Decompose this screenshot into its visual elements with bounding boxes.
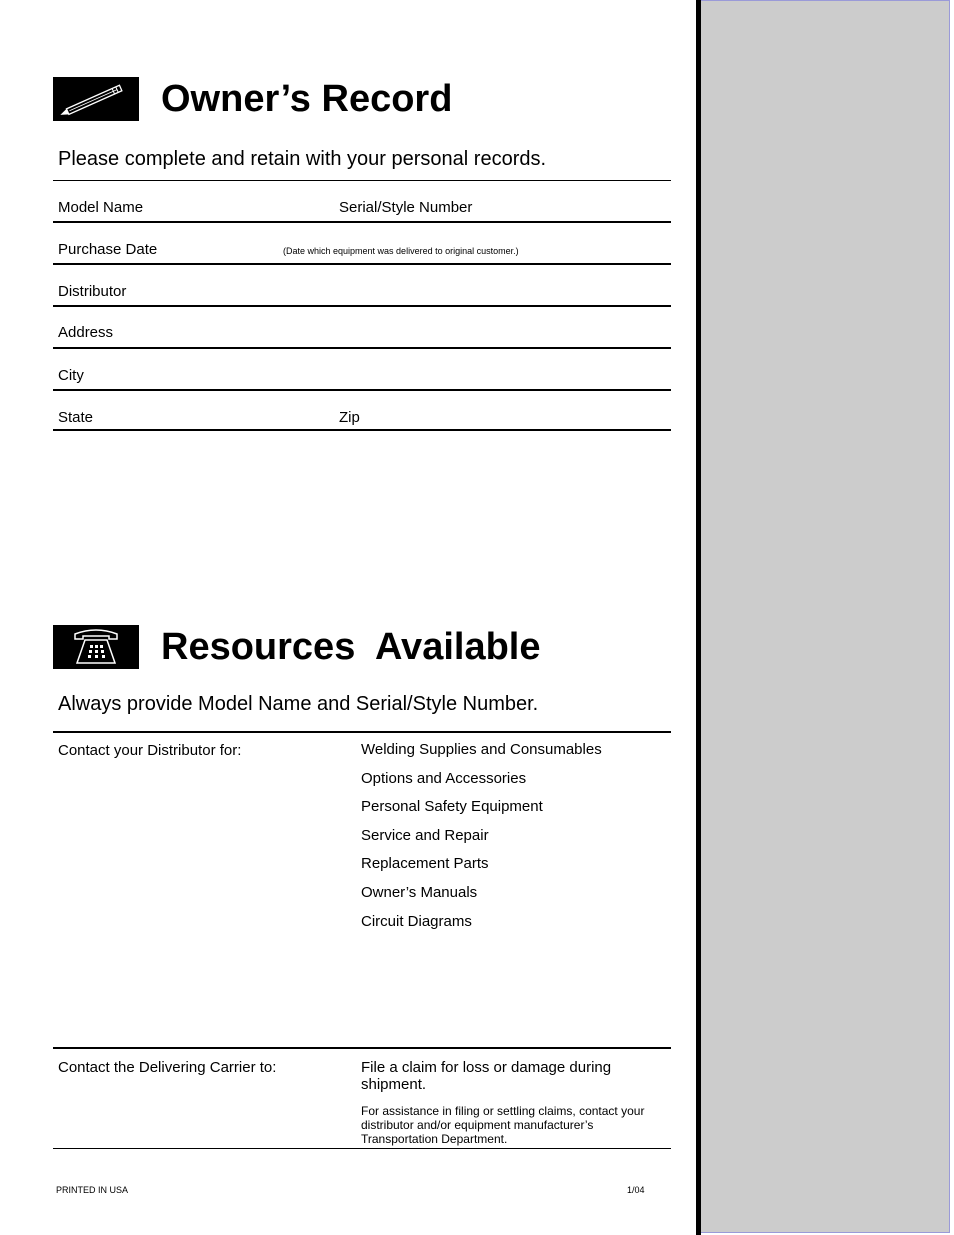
carrier-contact-label: Contact the Delivering Carrier to:: [58, 1059, 277, 1076]
purchase-date-line[interactable]: [53, 263, 671, 265]
divider: [53, 1047, 671, 1049]
owners-record-title: Owner’s Record: [161, 78, 453, 120]
list-item: Options and Accessories: [361, 769, 527, 787]
distributor-label: Distributor: [58, 283, 127, 300]
print-date: 1/04: [627, 1185, 645, 1195]
divider: [53, 1148, 671, 1149]
pencil-icon: [53, 77, 139, 121]
address-label: Address: [58, 324, 114, 341]
purchase-date-label: Purchase Date: [58, 241, 158, 258]
resources-title: Resources Available: [161, 626, 541, 668]
city-line[interactable]: [53, 389, 671, 391]
printed-in-usa: PRINTED IN USA: [56, 1185, 129, 1195]
carrier-claim-text: File a claim for loss or damage during shipment.: [361, 1059, 612, 1093]
state-zip-line[interactable]: [53, 429, 671, 431]
list-item: Welding Supplies and Consumables: [361, 741, 602, 758]
list-item: Service and Repair: [361, 826, 489, 844]
list-item: Owner’s Manuals: [361, 883, 478, 901]
model-name-label: Model Name: [58, 199, 144, 216]
zip-label: Zip: [339, 409, 360, 426]
distributor-contact-label: Contact your Distributor for:: [58, 742, 242, 759]
state-label: State: [58, 409, 94, 426]
list-item: Replacement Parts: [361, 855, 489, 873]
model-name-line[interactable]: [53, 221, 671, 223]
purchase-date-note: (Date which equipment was delivered to original customer.): [283, 246, 519, 256]
list-item: Circuit Diagrams: [361, 912, 472, 930]
side-panel-divider: [696, 0, 701, 1235]
side-panel: [700, 0, 950, 1233]
distributor-line[interactable]: [53, 305, 671, 307]
list-item: Personal Safety Equipment: [361, 798, 543, 816]
divider: [53, 731, 671, 733]
address-line[interactable]: [53, 347, 671, 349]
divider: [53, 180, 671, 181]
resources-intro: Always provide Model Name and Serial/Style Number.: [58, 693, 539, 715]
telephone-icon: [53, 625, 139, 669]
serial-style-number-label: Serial/Style Number: [339, 199, 473, 216]
carrier-claim-note: For assistance in filing or settling claims, contact your distributor and/or equipment manufacturer’s Transportation Department.: [361, 1104, 645, 1146]
distributor-services-list: [361, 741, 602, 941]
owners-record-intro: Please complete and retain with your personal records.: [58, 148, 547, 170]
city-label: City: [58, 367, 84, 384]
